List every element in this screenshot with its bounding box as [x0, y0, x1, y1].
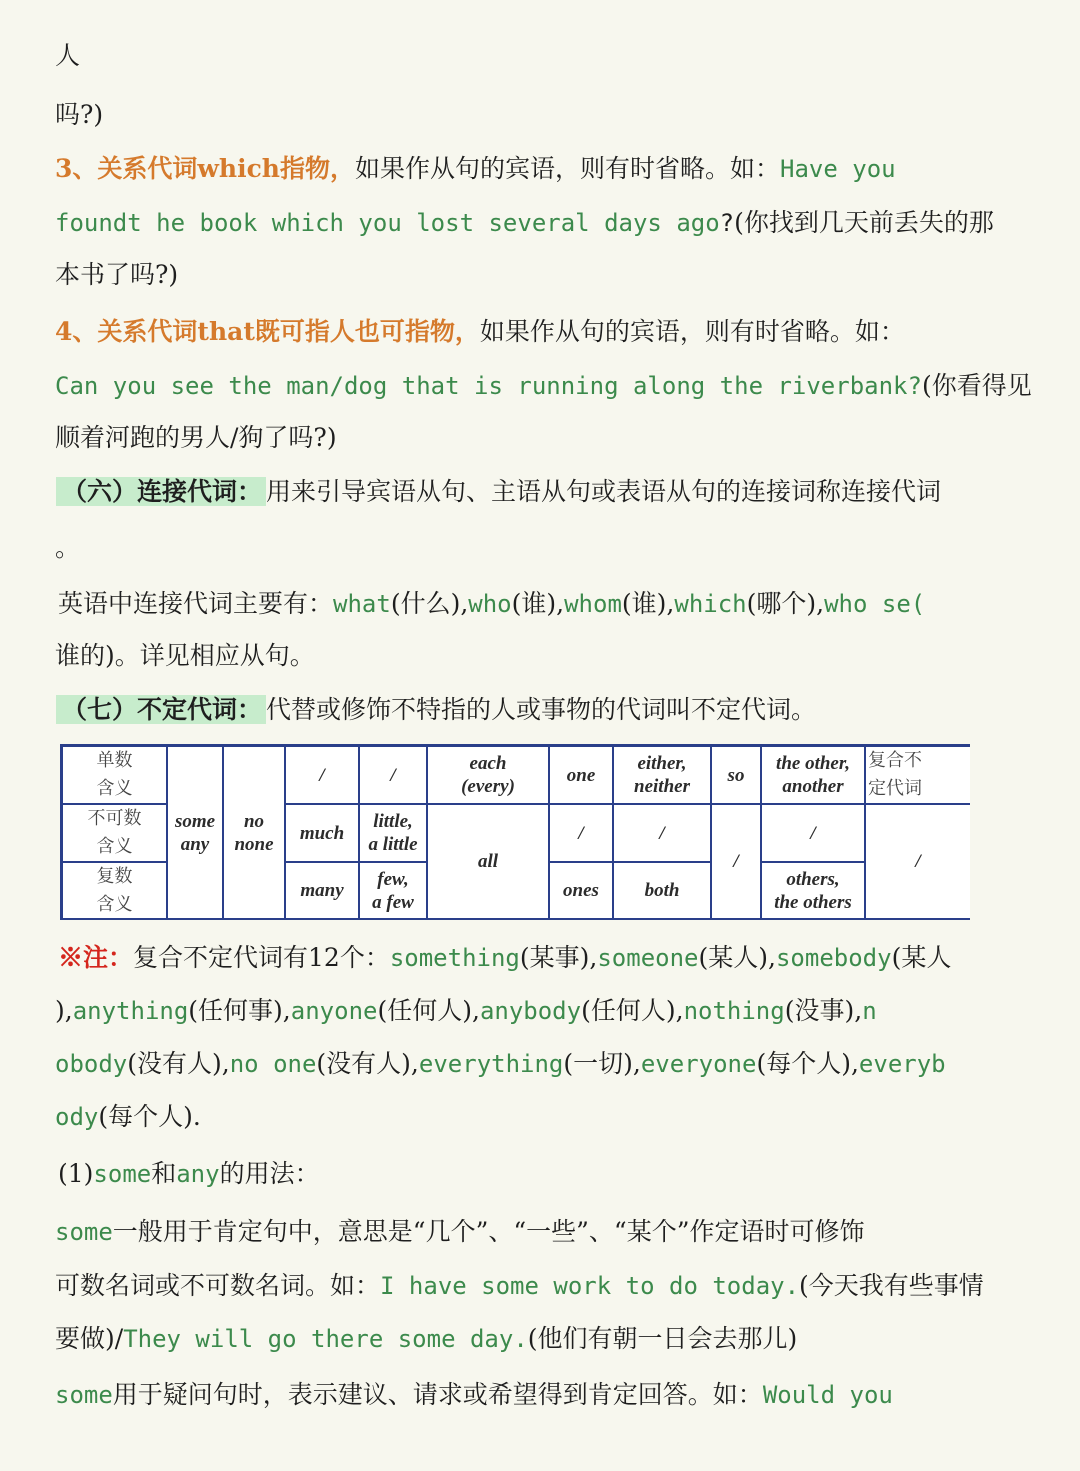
- cell-the-other-another: the other, another: [776, 753, 850, 797]
- line-fragment: [55, 638, 315, 674]
- note-line: [55, 993, 877, 1029]
- example-line: [55, 1321, 797, 1357]
- keyword: n: [862, 997, 877, 1025]
- cell-slash: /: [810, 822, 816, 844]
- text: 复合不定代词有12个：: [133, 943, 390, 972]
- text: 可数名词或不可数名词。如：: [55, 1271, 381, 1300]
- keyword: whom: [564, 590, 622, 618]
- text: ),: [55, 996, 73, 1025]
- keyword: who se(: [824, 590, 926, 618]
- cell-both: both: [644, 880, 680, 901]
- keyword: some: [55, 1381, 113, 1409]
- keyword: anybody: [479, 997, 582, 1025]
- subheading-some-any: [58, 1156, 320, 1192]
- text: (任何人),: [377, 996, 480, 1025]
- cell-so: so: [727, 764, 745, 786]
- line-fragment: [55, 530, 80, 566]
- text: 要做)/: [55, 1324, 124, 1353]
- text: (任何人),: [581, 996, 684, 1025]
- keyword: everyone: [640, 1050, 757, 1078]
- keyword: something: [389, 944, 520, 972]
- line-fragment: [55, 38, 80, 74]
- text: (某人),: [698, 943, 776, 972]
- keyword: everyb: [858, 1050, 946, 1078]
- translation: (今天我有些事情: [799, 1271, 984, 1300]
- text: 代替或修饰不特指的人或事物的代词叫不定代词。: [266, 695, 817, 724]
- translation: 顺着河跑的男人/狗了吗?): [55, 423, 337, 452]
- text: 如果作从句的宾语，则有时省略。如：: [355, 154, 781, 183]
- cell-slash: /: [319, 764, 325, 786]
- text: 如果作从句的宾语，则有时省略。如：: [479, 317, 905, 346]
- line-fragment: [55, 420, 337, 456]
- keyword: someone: [597, 944, 699, 972]
- cell-compound-indefinite: 复合不 定代词: [868, 750, 922, 799]
- translation: (你看得见: [921, 371, 1032, 400]
- keyword: what: [333, 590, 391, 618]
- keyword: everything: [418, 1050, 564, 1078]
- keyword: obody: [55, 1050, 128, 1078]
- cell-many: many: [300, 880, 344, 901]
- keyword: anything: [72, 997, 189, 1025]
- cell-few: few, a few: [372, 868, 414, 913]
- text: 和: [151, 1159, 177, 1188]
- connective-pronouns-line: [58, 586, 925, 622]
- text: 用来引导宾语从句、主语从句或表语从句的连接词称连接代词: [266, 477, 942, 506]
- keyword: somebody: [775, 944, 892, 972]
- text: (一切),: [563, 1049, 641, 1078]
- translation: 本书了吗?): [55, 260, 179, 289]
- rule-heading: 4、关系代词that既可指人也可指物，: [55, 317, 480, 346]
- text: (某人: [891, 943, 952, 972]
- translation: (他们有朝一日会去那儿): [527, 1324, 798, 1353]
- text: 谁的)。详见相应从句。: [55, 641, 315, 670]
- note-line: [58, 940, 951, 976]
- cell-much: much: [299, 822, 345, 844]
- cell-ones: ones: [563, 880, 599, 901]
- section-heading: （七）不定代词：: [56, 695, 266, 724]
- cell-slash: /: [390, 764, 396, 786]
- text: 的用法：: [219, 1159, 320, 1188]
- rule-heading: 3、关系代词which指物，: [55, 154, 355, 183]
- text: ?: [719, 209, 735, 237]
- text: 一般用于肯定句中，意思是“几个”、“一些”、“某个”作定语时可修饰: [112, 1217, 865, 1246]
- text: (哪个),: [746, 589, 825, 618]
- example-english: I have some work to do today.: [380, 1272, 800, 1300]
- text: 。: [55, 533, 81, 562]
- text: (没事),: [784, 996, 863, 1025]
- cell-one: one: [566, 764, 596, 786]
- example-english: Have you: [780, 155, 896, 183]
- cell-either-neither: either, neither: [634, 753, 690, 797]
- section-6-line: [62, 474, 941, 510]
- note-line: [55, 1099, 201, 1135]
- keyword: who: [468, 590, 512, 618]
- text: (任何事),: [188, 996, 291, 1025]
- example-english: They will go there some day.: [123, 1325, 528, 1353]
- example-line: [55, 368, 1032, 404]
- row-header-uncountable: 不可数 含义: [87, 808, 142, 857]
- text: (每个人),: [756, 1049, 859, 1078]
- line-fragment: [55, 97, 103, 133]
- text: 人: [55, 41, 81, 70]
- keyword: which: [674, 590, 747, 618]
- line-fragment: [55, 257, 178, 293]
- example-english: Would you: [762, 1381, 893, 1409]
- section-7-line: [62, 692, 816, 728]
- cell-slash: /: [578, 822, 584, 844]
- keyword: some: [93, 1160, 152, 1188]
- keyword: nothing: [683, 997, 785, 1025]
- keyword: anyone: [290, 997, 378, 1025]
- some-question-line: [55, 1377, 893, 1413]
- keyword: ody: [55, 1103, 99, 1131]
- text: 用于疑问句时，表示建议、请求或希望得到肯定回答。如：: [112, 1380, 763, 1409]
- translation: (你找到几天前丢失的那: [734, 208, 994, 237]
- text: (谁),: [621, 589, 675, 618]
- rule-3-line: [55, 151, 896, 187]
- text: (谁),: [511, 589, 565, 618]
- text: (1): [58, 1159, 94, 1188]
- cell-little: little, a little: [368, 811, 418, 855]
- text: (什么),: [390, 589, 469, 618]
- note-line: [55, 1046, 946, 1082]
- section-heading: （六）连接代词：: [56, 477, 266, 506]
- example-line: [55, 205, 994, 241]
- rule-4-line: [55, 314, 905, 350]
- text: (没有人),: [316, 1049, 419, 1078]
- cell-all: all: [477, 851, 499, 872]
- text: (没有人),: [127, 1049, 230, 1078]
- keyword: no one: [229, 1050, 317, 1078]
- text: 英语中连接代词主要有：: [58, 589, 334, 618]
- cell-slash: /: [733, 851, 739, 872]
- note-mark: ※注：: [58, 943, 134, 972]
- row-header-plural: 复数 含义: [96, 865, 133, 915]
- cell-slash: /: [915, 851, 921, 872]
- text: 吗?): [55, 100, 104, 129]
- row-header-singular: 单数 含义: [96, 750, 133, 799]
- keyword: any: [176, 1160, 220, 1188]
- cell-others: others, the others: [774, 868, 852, 913]
- indefinite-pronoun-table: [60, 744, 970, 920]
- cell-some-any: some any: [174, 810, 216, 855]
- example-line: [55, 1268, 984, 1304]
- cell-slash: /: [659, 822, 665, 844]
- cell-no-none: no none: [234, 810, 274, 855]
- keyword: some: [55, 1218, 113, 1246]
- text: (某事),: [519, 943, 598, 972]
- example-english: foundt he book which you lost several days ago: [55, 209, 720, 237]
- example-english: Can you see the man/dog that is running along the riverbank?: [55, 372, 922, 400]
- text: (每个人).: [98, 1102, 201, 1131]
- cell-each-every: each (every): [461, 753, 515, 797]
- some-usage-line: [55, 1214, 864, 1250]
